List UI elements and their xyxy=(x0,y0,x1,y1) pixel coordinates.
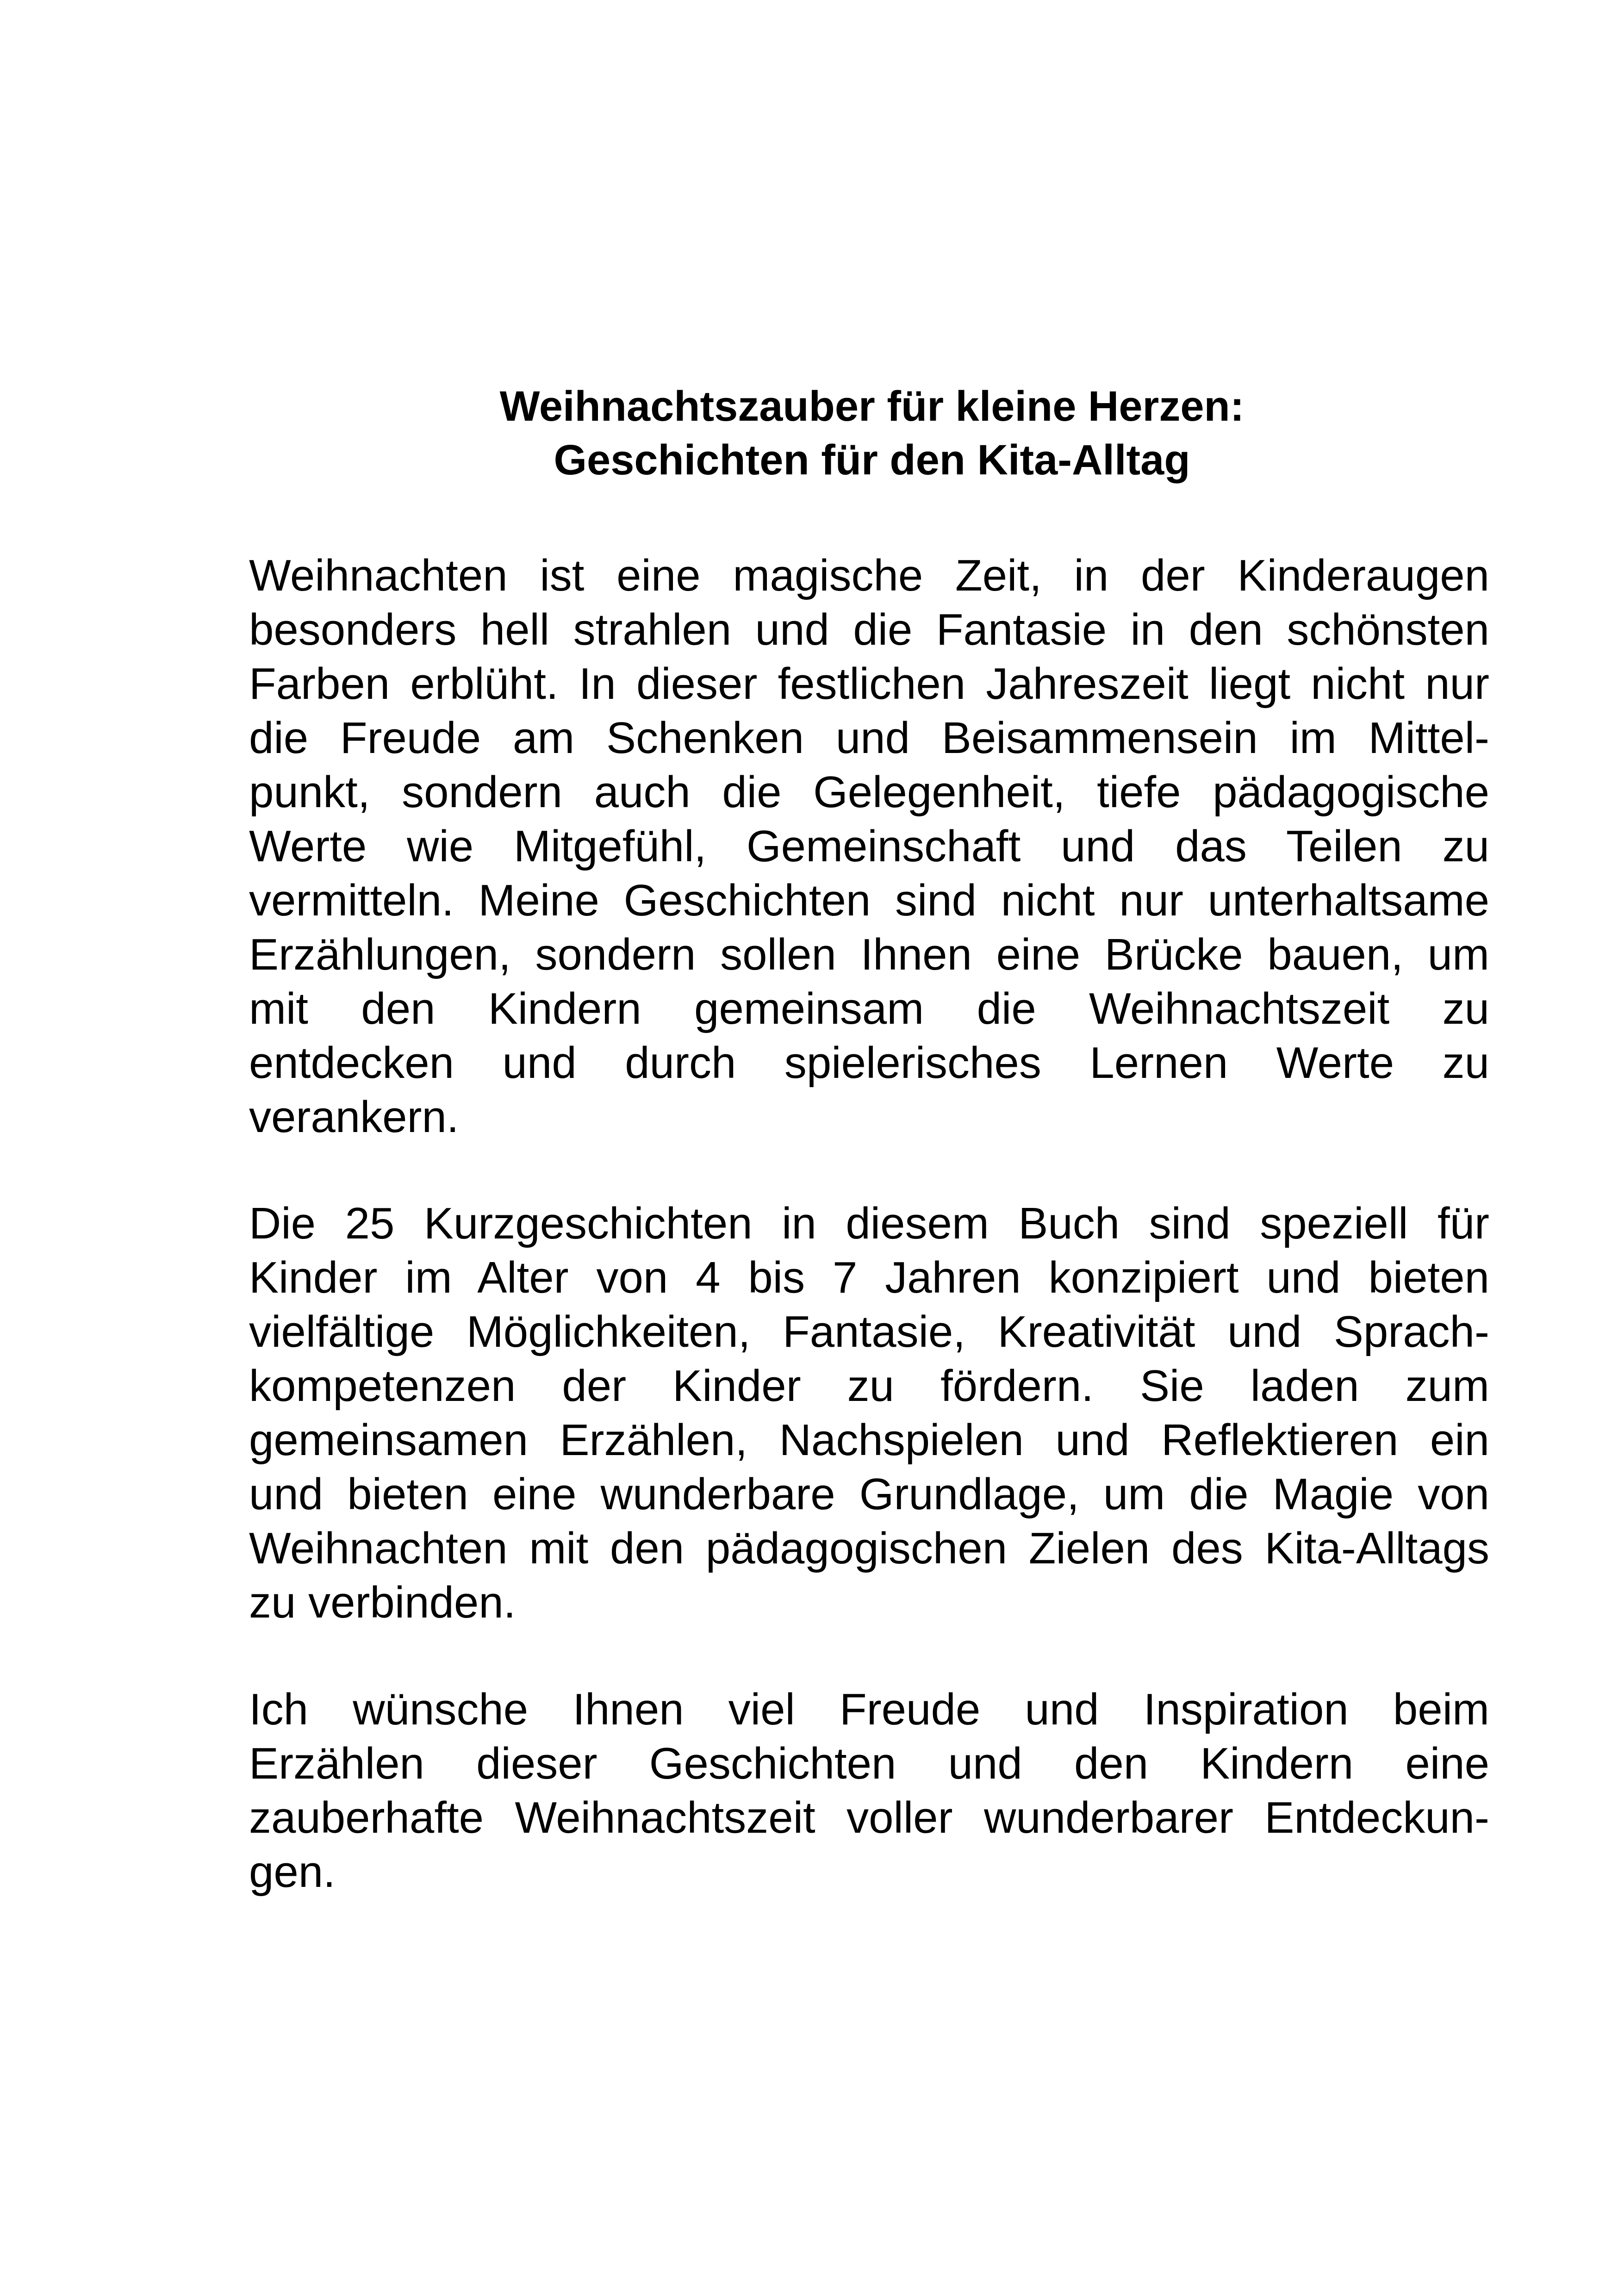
text-line: vielfältige Möglichkeiten, Fantasie, Kreativität und Sprach- xyxy=(249,1307,1489,1356)
text-line: Ich wünsche Ihnen viel Freude und Inspiration beim xyxy=(249,1685,1489,1734)
text-line: kompetenzen der Kinder zu fördern. Sie laden zum xyxy=(249,1361,1489,1411)
paragraph-stories xyxy=(249,1196,1489,1630)
text-line: verankern. xyxy=(249,1092,459,1142)
text-line: Farben erblüht. In dieser festlichen Jahreszeit liegt nicht nur xyxy=(249,659,1489,709)
text-line: und bieten eine wunderbare Grundlage, um die Magie von xyxy=(249,1469,1489,1519)
text-line: zu verbinden. xyxy=(249,1578,516,1627)
text-line: entdecken und durch spielerisches Lernen Werte zu xyxy=(249,1038,1489,1088)
text-line: besonders hell strahlen und die Fantasie in den schönsten xyxy=(249,605,1489,654)
text-line: Erzählen dieser Geschichten und den Kindern eine xyxy=(249,1739,1489,1788)
page-title xyxy=(249,380,1495,487)
text-line: vermitteln. Meine Geschichten sind nicht nur unterhaltsame xyxy=(249,876,1489,925)
paragraph-wishes xyxy=(249,1682,1489,1899)
text-line: Kinder im Alter von 4 bis 7 Jahren konzipiert und bieten xyxy=(249,1253,1489,1302)
text-line: Die 25 Kurzgeschichten in diesem Buch sind speziell für xyxy=(249,1199,1489,1248)
paragraph-intro xyxy=(249,548,1489,1144)
text-line: punkt, sondern auch die Gelegenheit, tiefe pädagogische xyxy=(249,767,1489,817)
text-line: zauberhafte Weihnachtszeit voller wunderbarer Entdeckun- xyxy=(249,1793,1489,1842)
text-line: mit den Kindern gemeinsam die Weihnachtszeit zu xyxy=(249,984,1489,1033)
text-line: die Freude am Schenken und Beisammensein im Mittel- xyxy=(249,713,1489,763)
title-line: Weihnachtszauber für kleine Herzen: xyxy=(499,383,1245,430)
text-line: Werte wie Mitgefühl, Gemeinschaft und das Teilen zu xyxy=(249,821,1489,871)
text-line: gen. xyxy=(249,1847,336,1897)
text-line: gemeinsamen Erzählen, Nachspielen und Reflektieren ein xyxy=(249,1415,1489,1465)
subtitle-line: Geschichten für den Kita-Alltag xyxy=(554,436,1190,484)
text-line: Weihnachten ist eine magische Zeit, in der Kinderaugen xyxy=(249,551,1489,600)
text-line: Weihnachten mit den pädagogischen Zielen des Kita-Alltags xyxy=(249,1524,1489,1573)
text-line: Erzählungen, sondern sollen Ihnen eine Brücke bauen, um xyxy=(249,930,1489,979)
